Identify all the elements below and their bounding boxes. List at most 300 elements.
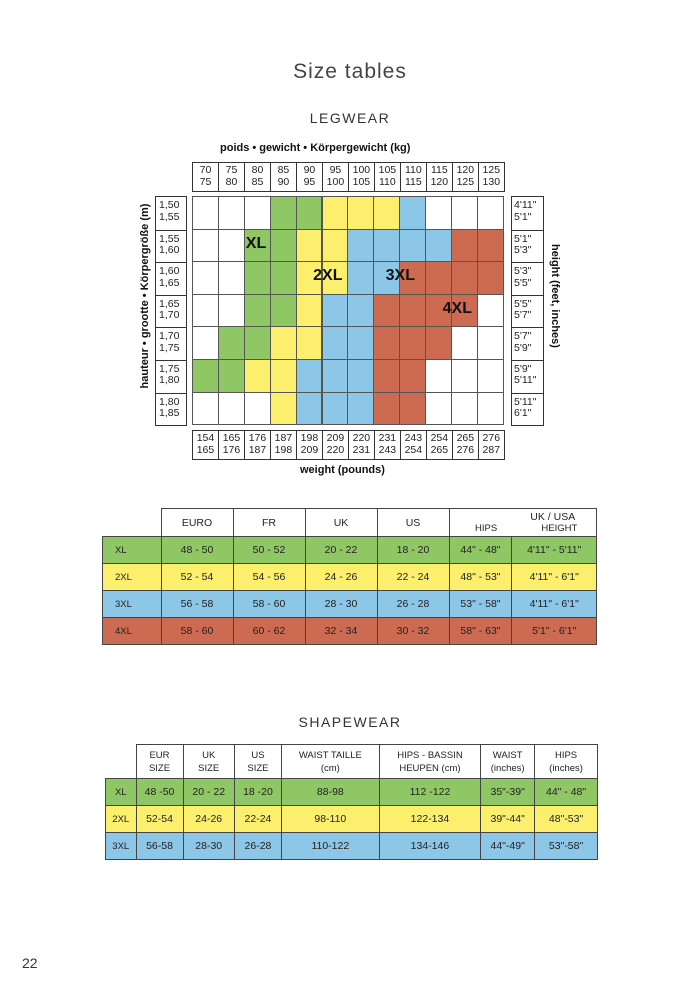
height-label: HEIGHT xyxy=(541,523,578,534)
grid-cell xyxy=(270,294,297,328)
grid-cell xyxy=(270,326,297,360)
kg-value: 95 xyxy=(329,164,342,176)
ft-value: 6'1" xyxy=(514,407,532,420)
table-cell: 50 - 52 xyxy=(233,537,305,564)
ft-value: 5'7" xyxy=(514,309,532,322)
table-cell: 22-24 xyxy=(234,806,281,833)
ft-row xyxy=(512,295,543,328)
right-axis-label: height (feet, inches) xyxy=(549,244,561,348)
ukusa-label: UK / USA xyxy=(530,511,576,523)
grid-cell xyxy=(425,196,452,230)
grid-cell xyxy=(399,326,426,360)
grid-cell xyxy=(373,196,400,230)
grid-cell xyxy=(425,261,452,295)
col-header-line: SIZE xyxy=(247,762,269,774)
ft-value: 5'11" xyxy=(514,374,537,387)
lb-col xyxy=(426,431,452,459)
row-size-label: 2XL xyxy=(106,806,137,833)
ft-value: 5'5" xyxy=(514,297,532,310)
zone-label: 4XL xyxy=(442,299,472,317)
grid-cell xyxy=(244,261,271,295)
table-cell: 53"-58" xyxy=(535,833,598,860)
ft-value: 5'7" xyxy=(514,330,532,343)
grid-cell xyxy=(296,326,323,360)
row-size-label: 2XL xyxy=(103,564,162,591)
grid-cell xyxy=(347,359,374,393)
grid-cell xyxy=(399,294,426,328)
page-number: 22 xyxy=(22,955,38,971)
kg-value: 110 xyxy=(404,164,422,176)
grid-cell xyxy=(451,261,478,295)
grid-cell xyxy=(270,261,297,295)
col-header xyxy=(234,745,281,779)
kg-col xyxy=(218,163,244,191)
m-value: 1,80 xyxy=(159,395,180,408)
lb-value: 187 xyxy=(274,432,293,444)
lb-value: 254 xyxy=(404,443,423,456)
ft-header xyxy=(511,196,544,426)
grid-cell xyxy=(192,196,219,230)
grid-cell xyxy=(477,392,504,426)
grid-cell xyxy=(425,229,452,263)
ft-value: 5'3" xyxy=(514,265,532,278)
kg-value: 115 xyxy=(430,164,448,176)
table-cell: 44" - 48" xyxy=(449,537,512,564)
table-row xyxy=(103,618,597,645)
lb-value: 220 xyxy=(326,443,345,456)
ft-value: 5'1" xyxy=(514,232,532,245)
left-axis-label: hauteur • grootte • Körpergröße (m) xyxy=(139,203,151,389)
kg-col xyxy=(244,163,270,191)
lb-value: 176 xyxy=(248,432,267,444)
ukusa-header xyxy=(449,509,597,537)
grid-cell xyxy=(347,229,374,263)
zone-label: 2XL xyxy=(313,267,343,285)
kg-value: 115 xyxy=(404,175,422,188)
row-size-label: 4XL xyxy=(103,618,162,645)
ft-row xyxy=(512,262,543,295)
lb-value: 198 xyxy=(300,432,319,444)
col-header-line: (inches) xyxy=(490,762,525,774)
table-cell: 18 -20 xyxy=(234,779,281,806)
table-cell: 4'11" - 6'1" xyxy=(512,591,597,618)
grid-cell xyxy=(451,196,478,230)
table-cell: 5'1" - 6'1" xyxy=(512,618,597,645)
grid-cell xyxy=(296,196,323,230)
grid-cell xyxy=(322,196,349,230)
table-row xyxy=(106,779,598,806)
table-cell: 20 - 22 xyxy=(183,779,234,806)
m-value: 1,55 xyxy=(159,210,180,223)
m-value: 1,60 xyxy=(159,244,180,257)
grid-cell xyxy=(373,294,400,328)
col-header-line: HIPS xyxy=(554,749,578,761)
lb-col xyxy=(478,431,504,459)
row-size-label: 3XL xyxy=(103,591,162,618)
table-cell: 35"-39" xyxy=(481,779,535,806)
lb-value: 165 xyxy=(196,443,215,456)
kg-col xyxy=(322,163,348,191)
ft-row xyxy=(512,360,543,393)
grid-cell xyxy=(322,392,349,426)
kg-col xyxy=(452,163,478,191)
kg-value: 75 xyxy=(199,175,212,188)
size-chart xyxy=(0,0,700,480)
grid-cell xyxy=(270,229,297,263)
grid-cell xyxy=(244,359,271,393)
m-value: 1,80 xyxy=(159,374,180,387)
m-value: 1,65 xyxy=(159,276,180,289)
table-cell: 58" - 63" xyxy=(449,618,512,645)
lb-value: 243 xyxy=(404,432,423,444)
kg-value: 70 xyxy=(199,164,212,176)
lb-value: 154 xyxy=(196,432,215,444)
table-cell: 30 - 32 xyxy=(377,618,449,645)
grid-cell xyxy=(218,261,245,295)
corner-cell xyxy=(103,509,162,537)
kg-col xyxy=(270,163,296,191)
m-value: 1,75 xyxy=(159,341,180,354)
col-header-line: SIZE xyxy=(198,762,220,774)
col-header xyxy=(136,745,183,779)
shapewear-heading: SHAPEWEAR xyxy=(298,714,402,730)
grid-cell xyxy=(399,229,426,263)
grid-cell xyxy=(373,326,400,360)
lb-col xyxy=(296,431,322,459)
table-cell: 39"-44" xyxy=(481,806,535,833)
table-cell: 48"-53" xyxy=(535,806,598,833)
grid-cell xyxy=(244,294,271,328)
table-cell: 48 -50 xyxy=(136,779,183,806)
table-cell: 58 - 60 xyxy=(161,618,233,645)
legwear-size-table xyxy=(102,508,597,645)
table-cell: 54 - 56 xyxy=(233,564,305,591)
grid-cell xyxy=(373,359,400,393)
m-row xyxy=(156,327,186,360)
grid-cell xyxy=(399,196,426,230)
ft-value: 5'1" xyxy=(514,210,532,223)
grid-cell xyxy=(347,392,374,426)
kg-value: 130 xyxy=(482,175,501,188)
kg-header xyxy=(192,162,505,192)
m-row xyxy=(156,230,186,263)
table-cell: 44" - 48" xyxy=(535,779,598,806)
grid-cell xyxy=(218,294,245,328)
grid-cell xyxy=(270,359,297,393)
kg-value: 100 xyxy=(326,175,345,188)
grid-cell xyxy=(322,326,349,360)
lb-col xyxy=(218,431,244,459)
lb-col xyxy=(452,431,478,459)
m-value: 1,70 xyxy=(159,309,180,322)
header-row xyxy=(106,745,598,779)
page-title: Size tables xyxy=(293,60,407,83)
row-size-label: XL xyxy=(106,779,137,806)
table-cell: 98-110 xyxy=(281,806,379,833)
grid-cell xyxy=(425,359,452,393)
grid-cell xyxy=(373,392,400,426)
table-cell: 52-54 xyxy=(136,806,183,833)
table-cell: 26 - 28 xyxy=(377,591,449,618)
m-value: 1,70 xyxy=(159,330,180,343)
col-header-line: HIPS - BASSIN xyxy=(397,749,463,761)
lb-col xyxy=(244,431,270,459)
table-row xyxy=(103,564,597,591)
grid-cell xyxy=(425,392,452,426)
grid-cell xyxy=(477,294,504,328)
col-header: FR xyxy=(233,509,305,537)
table-cell: 134-146 xyxy=(379,833,481,860)
kg-value: 120 xyxy=(456,164,475,176)
table-cell: 88-98 xyxy=(281,779,379,806)
grid-cell xyxy=(451,359,478,393)
table-cell: 4'11" - 6'1" xyxy=(512,564,597,591)
table-cell: 53" - 58" xyxy=(449,591,512,618)
lb-value: 231 xyxy=(378,432,397,444)
col-header: UK xyxy=(305,509,377,537)
grid-cell xyxy=(218,392,245,426)
m-value: 1,55 xyxy=(159,232,180,245)
grid-cell xyxy=(451,392,478,426)
grid-cell xyxy=(477,229,504,263)
lb-value: 276 xyxy=(456,443,475,456)
kg-value: 105 xyxy=(378,164,397,176)
lb-col xyxy=(348,431,374,459)
kg-value: 125 xyxy=(456,175,475,188)
table-row xyxy=(103,537,597,564)
table-cell: 4'11" - 5'11" xyxy=(512,537,597,564)
lb-value: 220 xyxy=(352,432,371,444)
m-row xyxy=(156,360,186,393)
grid-cell xyxy=(296,359,323,393)
grid-cell xyxy=(347,196,374,230)
col-header: US xyxy=(377,509,449,537)
lb-col xyxy=(322,431,348,459)
zone-label: 3XL xyxy=(385,267,415,285)
lb-value: 265 xyxy=(430,443,449,456)
col-header-line: WAIST TAILLE xyxy=(298,749,362,761)
grid-cell xyxy=(399,392,426,426)
table-cell: 26-28 xyxy=(234,833,281,860)
table-cell: 44"-49" xyxy=(481,833,535,860)
table-cell: 110-122 xyxy=(281,833,379,860)
m-header xyxy=(155,196,187,426)
lb-value: 187 xyxy=(248,443,267,456)
kg-col xyxy=(296,163,322,191)
ft-row xyxy=(512,197,543,230)
ft-value: 5'5" xyxy=(514,276,532,289)
grid-cell xyxy=(244,326,271,360)
grid-cell xyxy=(477,196,504,230)
kg-col xyxy=(193,163,218,191)
lb-col xyxy=(400,431,426,459)
m-row xyxy=(156,262,186,295)
lb-footer xyxy=(192,430,505,460)
ft-value: 4'11" xyxy=(514,199,537,211)
lb-value: 198 xyxy=(274,443,293,456)
grid-cell xyxy=(270,196,297,230)
kg-value: 125 xyxy=(482,164,501,176)
table-cell: 20 - 22 xyxy=(305,537,377,564)
grid-cell xyxy=(218,229,245,263)
grid-cell xyxy=(218,359,245,393)
lb-value: 254 xyxy=(430,432,449,444)
table-cell: 56 - 58 xyxy=(161,591,233,618)
lb-value: 165 xyxy=(222,432,241,444)
col-header xyxy=(481,745,535,779)
lb-col xyxy=(193,431,218,459)
col-header-line: UK xyxy=(202,749,216,761)
grid-cell xyxy=(244,392,271,426)
ft-row xyxy=(512,327,543,360)
grid-cell xyxy=(244,196,271,230)
grid-cell xyxy=(347,294,374,328)
grid-cell xyxy=(192,359,219,393)
lb-value: 209 xyxy=(326,432,345,444)
grid-cell xyxy=(192,261,219,295)
hips-label: HIPS xyxy=(475,523,498,534)
ft-value: 5'3" xyxy=(514,244,532,257)
corner-cell xyxy=(106,745,137,779)
grid-cell xyxy=(296,294,323,328)
ft-row xyxy=(512,393,543,426)
lb-value: 276 xyxy=(482,432,501,444)
kg-value: 90 xyxy=(277,175,290,188)
row-size-label: 3XL xyxy=(106,833,137,860)
kg-value: 85 xyxy=(277,164,290,176)
grid-cell xyxy=(477,326,504,360)
table-cell: 22 - 24 xyxy=(377,564,449,591)
lb-value: 287 xyxy=(482,443,501,456)
kg-col xyxy=(478,163,504,191)
lb-value: 243 xyxy=(378,443,397,456)
grid-cell xyxy=(296,229,323,263)
lb-value: 265 xyxy=(456,432,475,444)
grid-cell xyxy=(218,196,245,230)
m-value: 1,85 xyxy=(159,407,180,420)
m-value: 1,75 xyxy=(159,362,180,375)
kg-value: 75 xyxy=(225,164,238,176)
lb-value: 209 xyxy=(300,443,319,456)
kg-col xyxy=(348,163,374,191)
kg-col xyxy=(426,163,452,191)
grid-cell xyxy=(451,326,478,360)
m-row xyxy=(156,197,186,230)
table-cell: 24-26 xyxy=(183,806,234,833)
row-size-label: XL xyxy=(103,537,162,564)
m-value: 1,60 xyxy=(159,265,180,278)
grid-cell xyxy=(425,326,452,360)
table-cell: 28-30 xyxy=(183,833,234,860)
table-row xyxy=(106,833,598,860)
table-cell: 60 - 62 xyxy=(233,618,305,645)
col-header: EURO xyxy=(161,509,233,537)
table-cell: 48" - 53" xyxy=(449,564,512,591)
table-cell: 28 - 30 xyxy=(305,591,377,618)
grid-cell xyxy=(192,294,219,328)
col-header xyxy=(281,745,379,779)
table-cell: 56-58 xyxy=(136,833,183,860)
table-cell: 58 - 60 xyxy=(233,591,305,618)
grid-cell xyxy=(373,229,400,263)
lb-value: 231 xyxy=(352,443,371,456)
grid-cell xyxy=(218,326,245,360)
table-cell: 52 - 54 xyxy=(161,564,233,591)
ft-value: 5'9" xyxy=(514,341,532,354)
grid-cell xyxy=(192,392,219,426)
zone-label: XL xyxy=(245,234,267,252)
kg-value: 120 xyxy=(430,175,449,188)
col-header-line: HEUPEN (cm) xyxy=(399,762,461,774)
grid-cell xyxy=(322,294,349,328)
col-header xyxy=(183,745,234,779)
kg-value: 110 xyxy=(379,175,396,188)
kg-value: 85 xyxy=(251,175,264,188)
kg-value: 95 xyxy=(303,175,316,188)
legwear-heading: LEGWEAR xyxy=(309,110,391,126)
top-axis-label: poids • gewicht • Körpergewicht (kg) xyxy=(220,142,411,154)
m-row xyxy=(156,393,186,426)
kg-col xyxy=(374,163,400,191)
kg-col xyxy=(400,163,426,191)
grid-cell xyxy=(192,326,219,360)
col-header xyxy=(535,745,598,779)
bottom-axis-label: weight (pounds) xyxy=(300,464,385,476)
ft-value: 5'9" xyxy=(514,362,532,375)
kg-value: 100 xyxy=(352,164,371,176)
table-cell: 122-134 xyxy=(379,806,481,833)
col-header-line: (inches) xyxy=(549,762,583,774)
table-cell: 48 - 50 xyxy=(161,537,233,564)
kg-value: 80 xyxy=(225,175,238,188)
col-header-line: EUR xyxy=(149,749,170,761)
grid-cell xyxy=(399,359,426,393)
ft-value: 5'11" xyxy=(514,395,537,408)
grid-cell xyxy=(477,359,504,393)
table-cell: 18 - 20 xyxy=(377,537,449,564)
grid-cell xyxy=(477,261,504,295)
table-row xyxy=(106,806,598,833)
lb-col xyxy=(374,431,400,459)
grid-cell xyxy=(192,229,219,263)
ft-row xyxy=(512,230,543,263)
grid-cell xyxy=(270,392,297,426)
col-header xyxy=(379,745,481,779)
m-value: 1,50 xyxy=(159,199,180,211)
col-header-line: SIZE xyxy=(148,762,171,774)
grid-cell xyxy=(347,261,374,295)
lb-value: 176 xyxy=(222,443,241,456)
col-header-line: WAIST xyxy=(492,749,523,761)
col-header-line: US xyxy=(251,749,265,761)
grid-cell xyxy=(347,326,374,360)
kg-value: 80 xyxy=(251,164,264,176)
table-cell: 112 -122 xyxy=(379,779,481,806)
table-row xyxy=(103,591,597,618)
shapewear-size-table xyxy=(105,744,598,860)
grid-cell xyxy=(296,392,323,426)
lb-col xyxy=(270,431,296,459)
grid-cell xyxy=(451,229,478,263)
grid-cell xyxy=(322,359,349,393)
kg-value: 90 xyxy=(303,164,316,176)
m-value: 1,65 xyxy=(159,297,180,310)
m-row xyxy=(156,295,186,328)
table-cell: 24 - 26 xyxy=(305,564,377,591)
table-cell: 32 - 34 xyxy=(305,618,377,645)
grid-cell xyxy=(322,229,349,263)
ukusa-sub xyxy=(450,523,597,534)
